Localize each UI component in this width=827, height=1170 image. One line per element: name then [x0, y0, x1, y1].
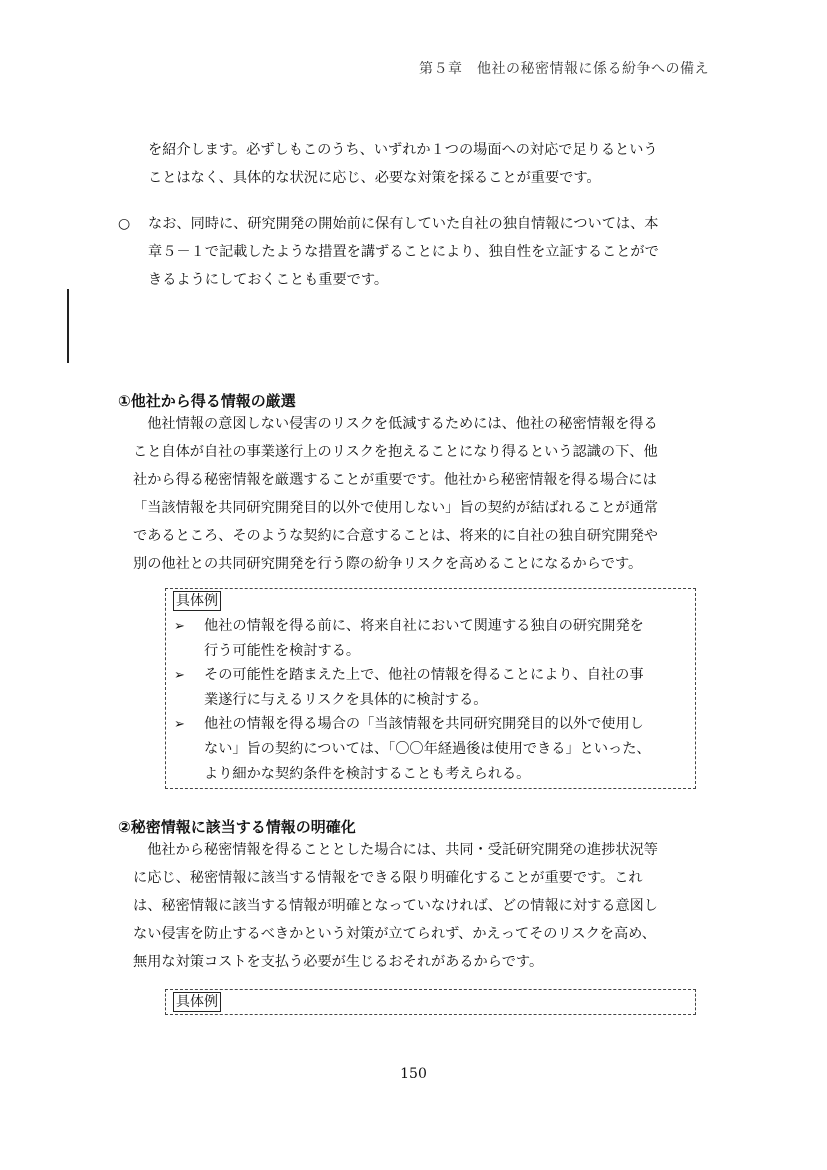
example-label: 具体例 — [173, 591, 221, 611]
example-box-1 — [165, 588, 696, 789]
body-line: 他社から秘密情報を得ることとした場合には、共同・受託研究開発の進捗状況等 — [133, 842, 658, 858]
body-line: であるところ、そのような契約に合意することは、将来的に自社の独自研究開発や — [133, 528, 658, 544]
example-line: より細かな契約条件を検討することも考えられる。 — [204, 766, 531, 782]
circle-bullet-icon: ○ — [118, 216, 131, 232]
note-line: なお、同時に、研究開発の開始前に保有していた自社の独自情報については、本 — [148, 216, 659, 232]
section-2-body — [133, 836, 658, 976]
body-line: 他社情報の意図しない侵害のリスクを低減するためには、他社の秘密情報を得る — [133, 416, 658, 432]
example-line: 他社の情報を得る前に、将来自社において関連する独自の研究開発を — [204, 618, 644, 634]
body-line: 別の他社との共同研究開発を行う際の紛争リスクを高めることになるからです。 — [133, 556, 643, 572]
note-line: 章５－１で記載したような措置を講ずることにより、独自性を立証することがで — [148, 244, 659, 260]
section-heading-1: ①他社から得る情報の厳選 — [118, 392, 296, 410]
body-line: 社から得る秘密情報を厳選することが重要です。他社から秘密情報を得る場合には — [133, 472, 657, 488]
arrow-bullet-icon: ➢ — [174, 668, 185, 683]
example-line: 他社の情報を得る場合の「当該情報を共同研究開発目的以外で使用し — [204, 716, 644, 732]
body-line: ない侵害を防止するべきかという対策が立てられず、かえってそのリスクを高め、 — [133, 926, 656, 942]
intro-paragraph — [148, 136, 658, 192]
revision-margin-bar — [67, 289, 69, 363]
chapter-header: 第５章 他社の秘密情報に係る紛争への備え — [419, 61, 709, 77]
intro-line: ことはなく、具体的な状況に応じ、必要な対策を採ることが重要です。 — [148, 170, 601, 186]
note-line: きるようにしておくことも重要です。 — [148, 272, 389, 288]
arrow-bullet-icon: ➢ — [174, 717, 185, 732]
example-label: 具体例 — [173, 992, 221, 1012]
intro-line: を紹介します。必ずしもこのうち、いずれか１つの場面への対応で足りるという — [148, 142, 658, 158]
arrow-bullet-icon: ➢ — [174, 619, 185, 634]
example-line: 行う可能性を検討する。 — [204, 643, 361, 659]
body-line: こと自体が自社の事業遂行上のリスクを抱えることになり得るという認識の下、他 — [133, 444, 658, 460]
example-line: ない」旨の契約については、「〇〇年経過後は使用できる」といった、 — [204, 741, 651, 757]
example-line: 業遂行に与えるリスクを具体的に検討する。 — [204, 692, 488, 708]
example-box-2 — [165, 989, 696, 1015]
page-number: 150 — [400, 1066, 427, 1082]
example-line: その可能性を踏まえた上で、他社の情報を得ることにより、自社の事 — [204, 667, 644, 683]
body-line: は、秘密情報に該当する情報が明確となっていなければ、どの情報に対する意図し — [133, 898, 658, 914]
section-heading-2: ②秘密情報に該当する情報の明確化 — [118, 818, 356, 836]
section-1-body — [133, 410, 658, 578]
body-line: に応じ、秘密情報に該当する情報をできる限り明確化することが重要です。これ — [133, 870, 643, 886]
body-line: 「当該情報を共同研究開発目的以外で使用しない」旨の契約が結ばれることが通常 — [133, 500, 658, 516]
body-line: 無用な対策コストを支払う必要が生じるおそれがあるからです。 — [133, 954, 544, 970]
